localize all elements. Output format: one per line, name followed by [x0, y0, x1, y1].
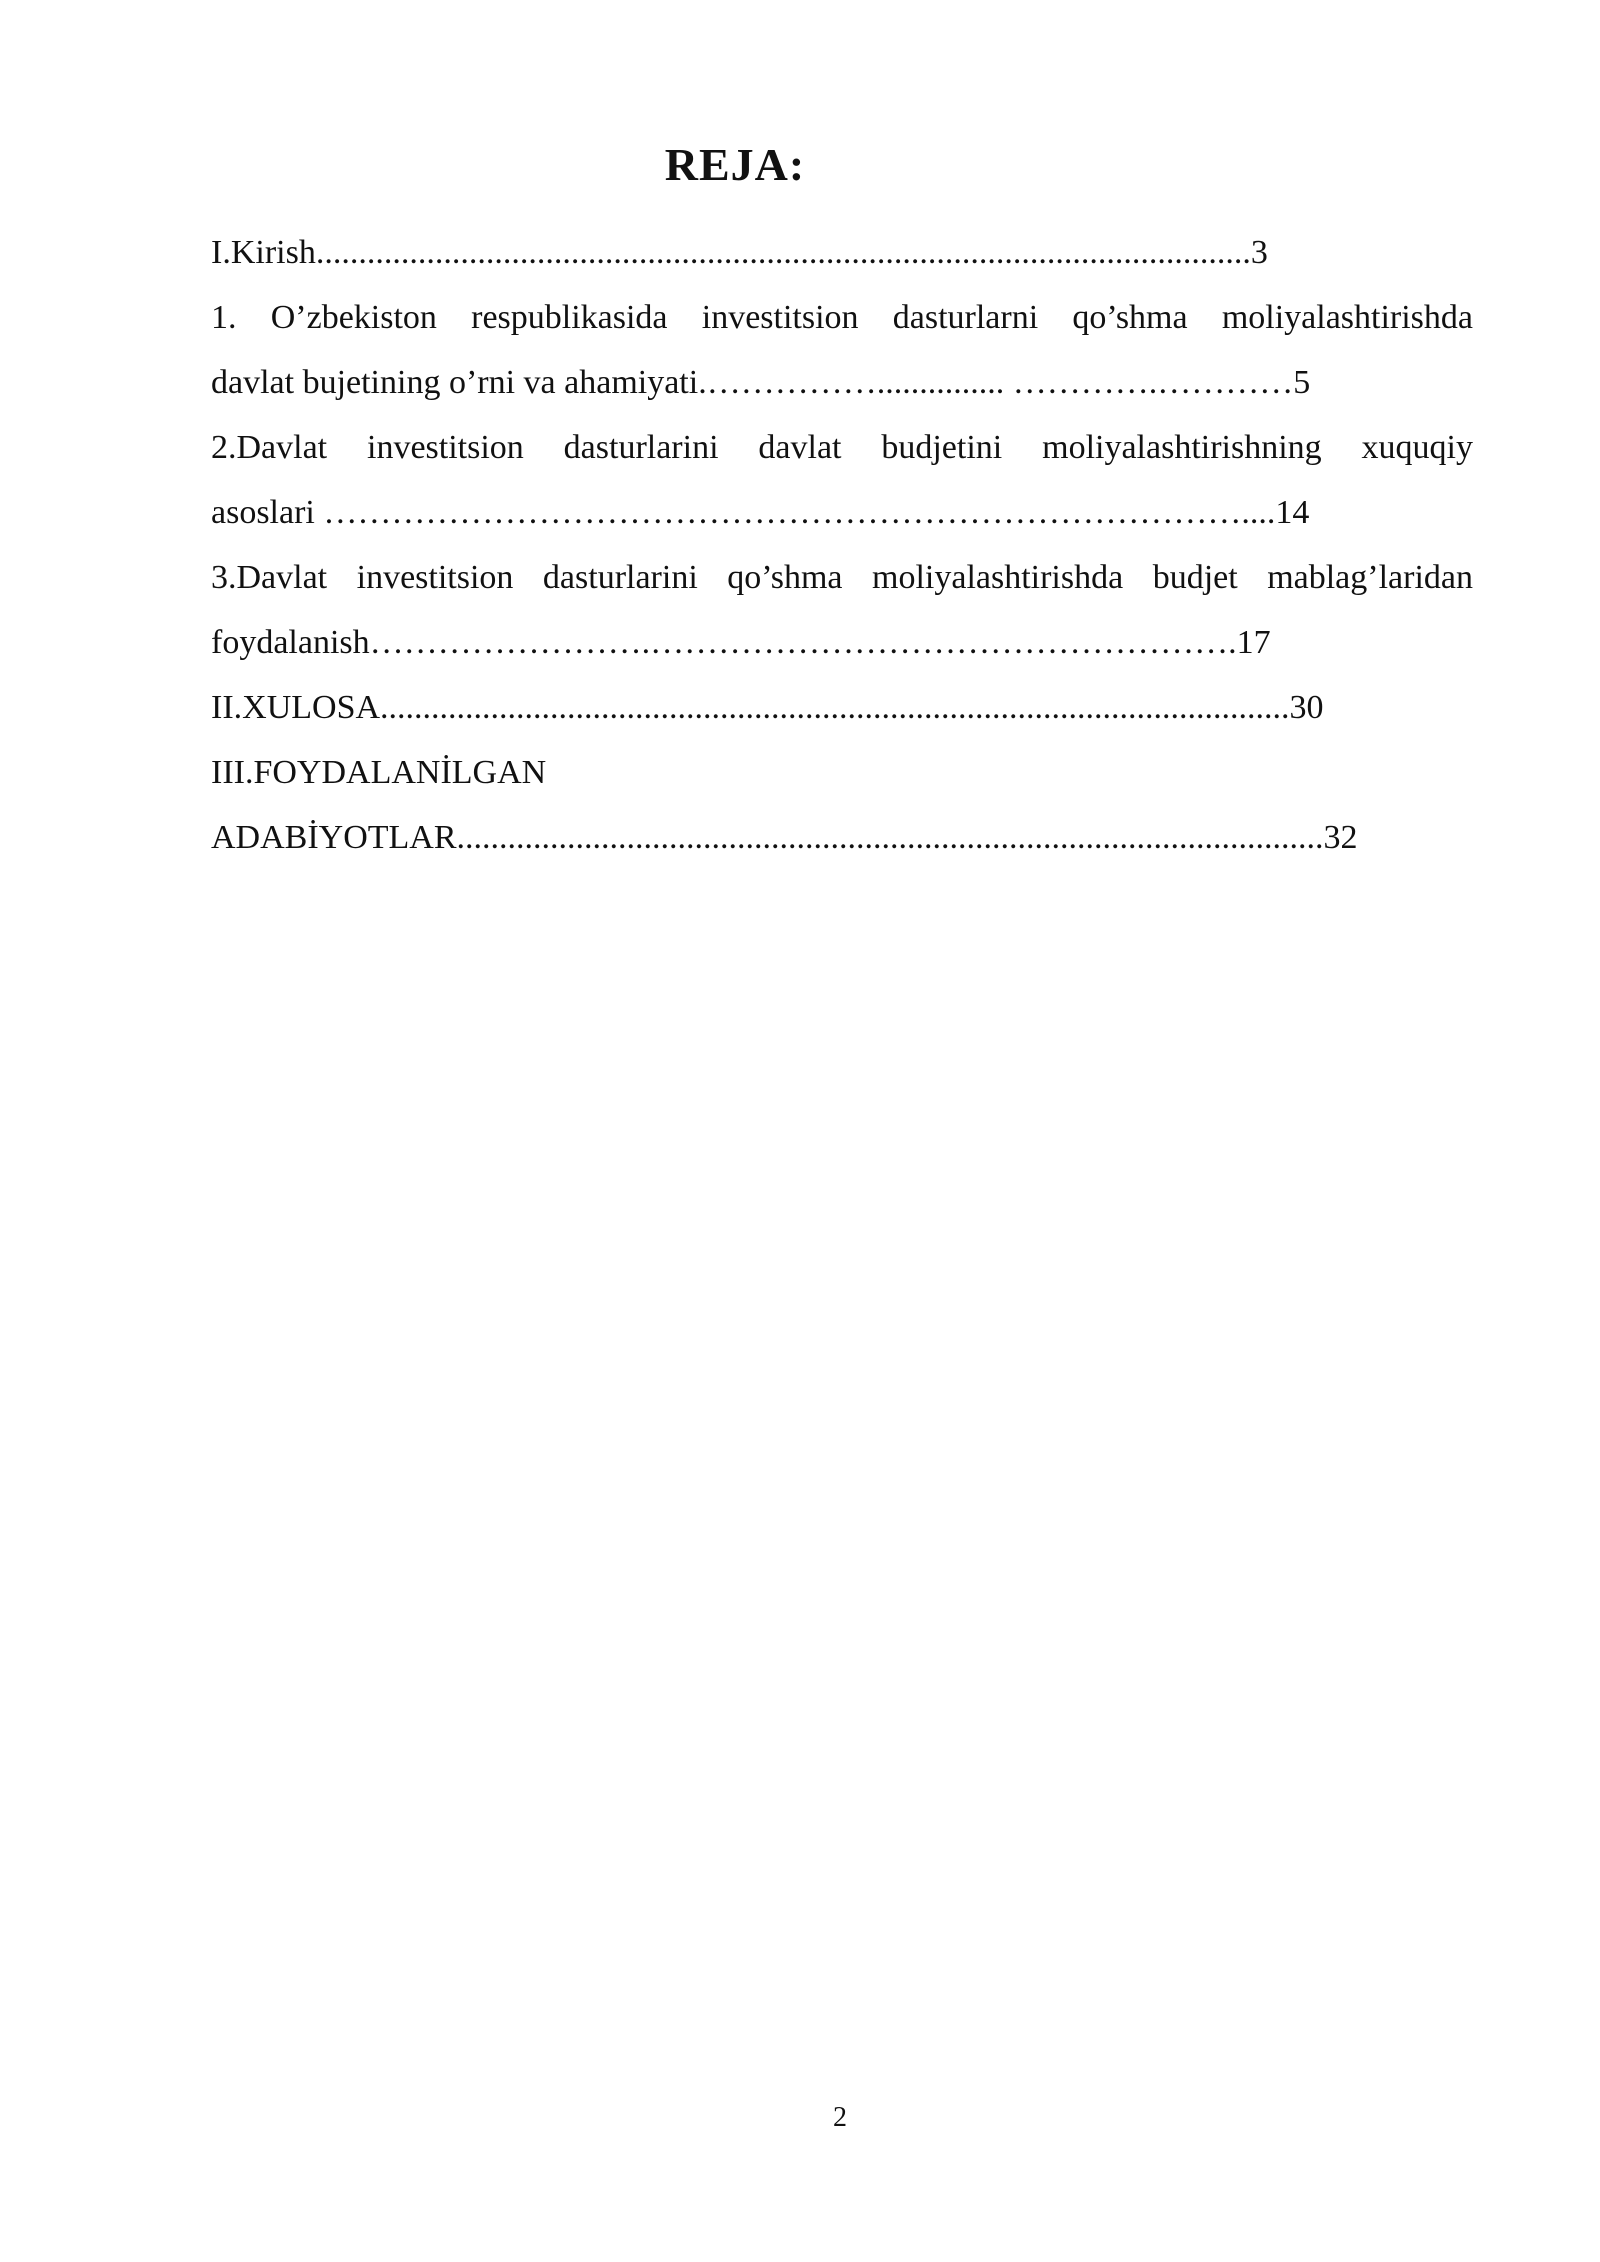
page-title: REJA:: [664, 139, 806, 190]
toc-line-section-3-part-2: foydalanish…………………….…………………………………………….17: [211, 624, 1271, 661]
toc-line-section-1-part-1: 1. O’zbekiston respublikasida investitsion dasturlarni qo’shma moliyalashtirishda: [211, 299, 1473, 336]
toc-line-section-2-part-1: 2.Davlat investitsion dasturlarini davlat budjetini moliyalashtirishning xuquqiy: [211, 429, 1473, 466]
toc-line-adabiyotlar-part-2: ADABİYOTLAR......................................................................................................32: [211, 819, 1358, 856]
toc-line-section-1-part-2: davlat bujetining o’rni va ahamiyati.……………............... ………….…………5: [211, 364, 1311, 401]
page-number: 2: [833, 2102, 847, 2133]
toc-line-xulosa: II.XULOSA...........................................................................................................30: [211, 689, 1324, 726]
toc-line-section-3-part-1: 3.Davlat investitsion dasturlarini qo’shma moliyalashtirishda budjet mablag’laridan: [211, 559, 1473, 596]
toc-line-kirish: I.Kirish..............................................................................................................3: [211, 234, 1268, 271]
table-of-contents: [211, 220, 1473, 870]
toc-line-adabiyotlar-part-1: III.FOYDALANİLGAN: [211, 754, 547, 791]
toc-line-section-2-part-2: asoslari ………………………………………………………………………....14: [211, 494, 1310, 531]
